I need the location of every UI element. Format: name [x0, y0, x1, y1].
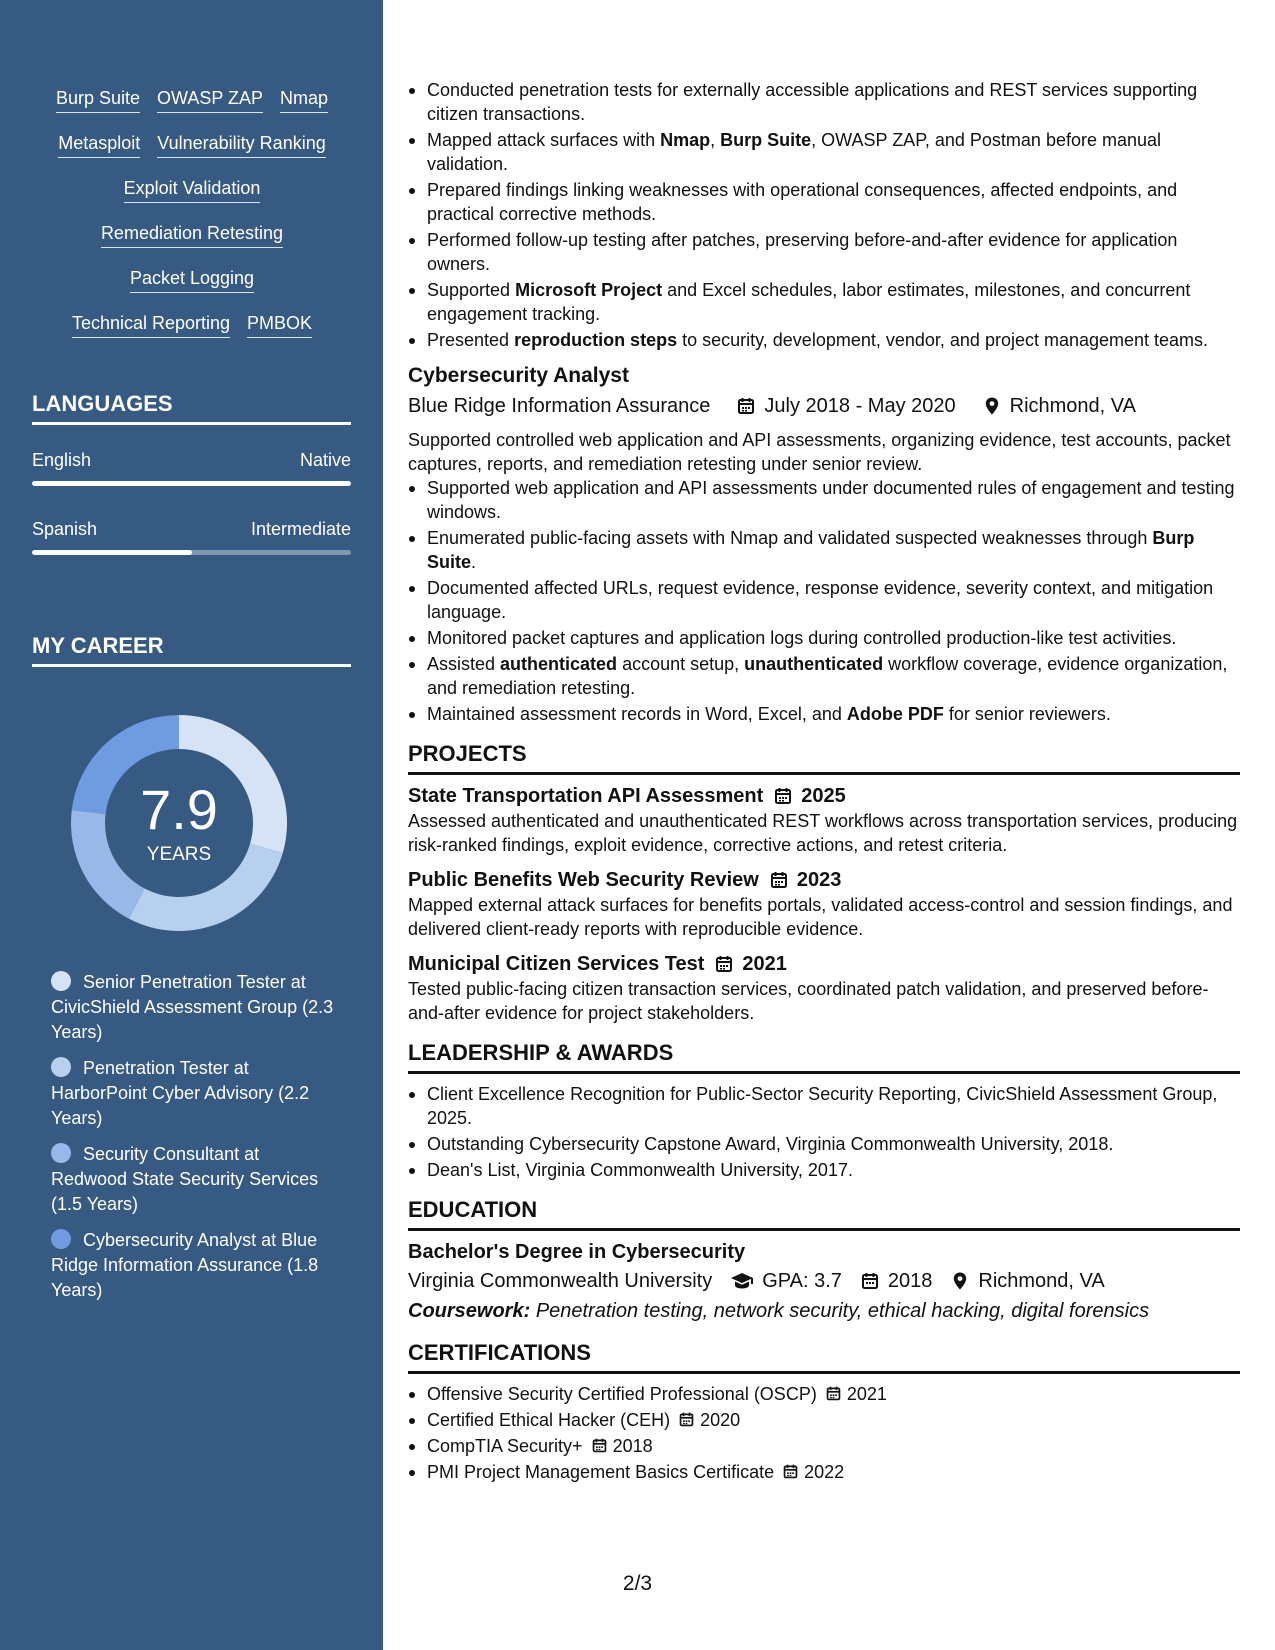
skill-tag: Nmap	[280, 86, 328, 113]
language-bar	[32, 481, 351, 486]
career-item	[51, 1142, 336, 1217]
certification-item	[408, 1434, 1240, 1458]
skill-tag: Vulnerability Ranking	[157, 131, 325, 158]
certification-name: PMI Project Management Basics Certificate	[427, 1462, 775, 1482]
skill-row	[32, 311, 352, 356]
job-company: Blue Ridge Information Assurance	[408, 395, 711, 417]
gpa: GPA: 3.7	[762, 1270, 842, 1292]
certification-item	[408, 1382, 1240, 1406]
language-bar-fill	[32, 550, 192, 555]
certification-year: 2018	[607, 1436, 653, 1456]
education-meta	[408, 1267, 1240, 1295]
calendar-icon	[591, 1436, 608, 1453]
career-text: Senior Penetration Tester at CivicShield Assessment Group (2.3 Years)	[51, 972, 334, 1042]
language-spanish	[32, 518, 351, 555]
career-dot	[51, 1229, 71, 1249]
bullet-item: Supported web application and API assessments under documented rules of engagement and testing windows.	[408, 476, 1240, 524]
degree-title: Bachelor's Degree in Cybersecurity	[408, 1241, 746, 1263]
calendar-icon	[678, 1410, 695, 1427]
career-dot	[51, 1143, 71, 1163]
bullet-item: Supported Microsoft Project and Excel schedules, labor estimates, milestones, and concurrent engagement tracking.	[408, 278, 1240, 326]
bullet-item: Performed follow-up testing after patches, preserving before-and-after evidence for application owners.	[408, 228, 1240, 276]
map-pin-icon	[982, 396, 1002, 416]
job-bullets	[408, 476, 1240, 726]
calendar-icon	[773, 786, 793, 806]
language-bar-fill	[32, 481, 351, 486]
skill-row	[32, 86, 352, 131]
bullet-item: Enumerated public-facing assets with Nmap and validated suspected weaknesses through Burp Suite.	[408, 526, 1240, 574]
certification-item	[408, 1408, 1240, 1432]
main-content	[408, 78, 1240, 1486]
graduation-year: 2018	[887, 1270, 933, 1292]
award-item: Outstanding Cybersecurity Capstone Award, Virginia Commonwealth University, 2018.	[408, 1132, 1240, 1156]
project-description: Assessed authenticated and unauthenticated REST workflows across transportation services, producing risk-ranked findings, exploit evidence, corrective actions, and retest criteria.	[408, 811, 1238, 855]
project-title	[408, 867, 1240, 893]
certifications-heading: CERTIFICATIONS	[408, 1339, 1240, 1374]
bullet-item: Documented affected URLs, request evidence, response evidence, severity context, and mitigation language.	[408, 576, 1240, 624]
project-year: 2023	[796, 869, 842, 891]
career-dot	[51, 971, 71, 991]
skill-tag: Burp Suite	[56, 86, 140, 113]
coursework-label: Coursework:	[408, 1300, 531, 1322]
job-summary: Supported controlled web application and API assessments, organizing evidence, test accounts, packet captures, reports, and remediation retesting under senior review.	[408, 430, 1231, 474]
bullet-item: Mapped attack surfaces with Nmap, Burp Suite, OWASP ZAP, and Postman before manual validation.	[408, 128, 1240, 176]
bullet-item: Monitored packet captures and application logs during controlled production-like test activities.	[408, 626, 1240, 650]
language-bar	[32, 550, 351, 555]
school-name: Virginia Commonwealth University	[408, 1270, 713, 1292]
skill-row	[32, 221, 352, 266]
career-text: Penetration Tester at HarborPoint Cyber Advisory (2.2 Years)	[51, 1058, 310, 1128]
career-legend	[51, 970, 336, 1314]
language-level: Intermediate	[250, 519, 351, 539]
job-meta	[408, 392, 1240, 420]
career-total-years: 7.9	[140, 778, 218, 841]
project-description: Tested public-facing citizen transaction services, coordinated patch validation, and preserved before-and-after evidence for project stakeholders.	[408, 979, 1209, 1023]
projects-heading: PROJECTS	[408, 740, 1240, 775]
skill-tag: OWASP ZAP	[157, 86, 263, 113]
skill-tag: Remediation Retesting	[101, 221, 283, 248]
languages-heading: LANGUAGES	[32, 391, 351, 425]
coursework	[408, 1297, 1240, 1325]
calendar-icon	[769, 870, 789, 890]
project-title	[408, 951, 1240, 977]
project-year: 2021	[742, 953, 787, 975]
bullet-item: Maintained assessment records in Word, Excel, and Adobe PDF for senior reviewers.	[408, 702, 1240, 726]
language-english	[32, 449, 351, 486]
award-item: Client Excellence Recognition for Public-Sector Security Reporting, CivicShield Assessment Group, 2025.	[408, 1082, 1240, 1130]
bullet-item: Presented reproduction steps to security, development, vendor, and project management teams.	[408, 328, 1240, 352]
skill-row	[32, 176, 352, 221]
job-title: Cybersecurity Analyst	[408, 364, 629, 387]
calendar-icon	[825, 1384, 842, 1401]
school-location: Richmond, VA	[978, 1270, 1105, 1292]
skills-list	[32, 86, 352, 356]
career-total-unit: YEARS	[146, 844, 212, 865]
career-heading: MY CAREER	[32, 633, 351, 667]
calendar-icon	[736, 396, 756, 416]
skill-tag: Packet Logging	[130, 266, 254, 293]
skill-tag: Metasploit	[58, 131, 140, 158]
page-number: 2/3	[622, 1572, 653, 1595]
calendar-icon	[782, 1462, 799, 1479]
calendar-icon	[714, 954, 734, 974]
career-text: Security Consultant at Redwood State Security Services (1.5 Years)	[51, 1144, 319, 1214]
career-dot	[51, 1057, 71, 1077]
project-name: State Transportation API Assessment	[408, 785, 764, 807]
certification-year: 2021	[841, 1384, 887, 1404]
project-name: Public Benefits Web Security Review	[408, 869, 759, 891]
language-name: Spanish	[32, 519, 98, 539]
bullet-item: Conducted penetration tests for externally accessible applications and REST services supporting citizen transactions.	[408, 78, 1240, 126]
career-item	[51, 1056, 336, 1131]
project-title	[408, 783, 1240, 809]
previous-job-bullets	[408, 78, 1240, 352]
certification-name: CompTIA Security+	[427, 1436, 583, 1456]
career-item	[51, 970, 336, 1045]
coursework-text: Penetration testing, network security, ethical hacking, digital forensics	[535, 1300, 1150, 1322]
certification-name: Certified Ethical Hacker (CEH)	[427, 1410, 671, 1430]
project-year: 2025	[801, 785, 846, 807]
skill-tag: Technical Reporting	[72, 311, 230, 338]
skill-row	[32, 266, 352, 311]
bullet-item: Assisted authenticated account setup, unauthenticated workflow coverage, evidence organization, and remediation retesting.	[408, 652, 1240, 700]
project-name: Municipal Citizen Services Test	[408, 953, 705, 975]
sidebar	[0, 0, 383, 1650]
graduation-cap-icon	[730, 1271, 754, 1291]
certification-item	[408, 1460, 1240, 1484]
skill-tag: PMBOK	[247, 311, 312, 338]
leadership-heading: LEADERSHIP & AWARDS	[408, 1039, 1240, 1074]
career-item	[51, 1228, 336, 1303]
job-location: Richmond, VA	[1009, 395, 1136, 417]
career-text: Cybersecurity Analyst at Blue Ridge Information Assurance (1.8 Years)	[51, 1230, 319, 1300]
certifications-list	[408, 1382, 1240, 1484]
certification-name: Offensive Security Certified Professional (OSCP)	[427, 1384, 817, 1404]
leadership-list	[408, 1082, 1240, 1182]
job-dates: July 2018 - May 2020	[764, 395, 956, 417]
education-heading: EDUCATION	[408, 1196, 1240, 1231]
skill-row	[32, 131, 352, 176]
language-level: Native	[299, 450, 351, 470]
project-description: Mapped external attack surfaces for benefits portals, validated access-control and session findings, and delivered client-ready reports with reproducible evidence.	[408, 895, 1233, 939]
bullet-item: Prepared findings linking weaknesses with operational consequences, affected endpoints, and practical corrective methods.	[408, 178, 1240, 226]
certification-year: 2020	[695, 1410, 741, 1430]
language-name: English	[32, 450, 92, 470]
map-pin-icon	[950, 1271, 970, 1291]
projects-list	[408, 783, 1240, 1025]
certification-year: 2022	[799, 1462, 845, 1482]
award-item: Dean's List, Virginia Commonwealth University, 2017.	[408, 1158, 1240, 1182]
calendar-icon	[860, 1271, 880, 1291]
skill-tag: Exploit Validation	[124, 176, 261, 203]
